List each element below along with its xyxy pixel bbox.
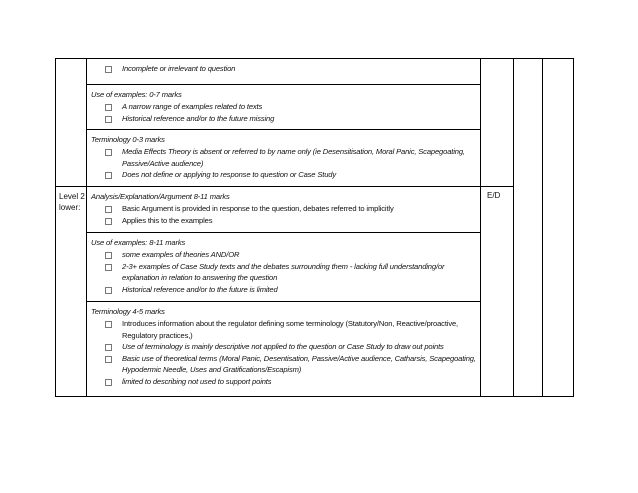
list-item: Historical reference and/or to the future missing [91,113,476,125]
bullet-box-icon [105,287,112,294]
bullet-box-icon [105,379,112,386]
bullet-box-icon [105,104,112,111]
criteria-section [87,59,480,85]
list-item: A narrow range of examples related to texts [91,101,476,113]
list-item: Incomplete or irrelevant to question [91,63,476,75]
list-item: Does not define or applying to response to question or Case Study [91,169,476,181]
list-item: limited to describing not used to support points [91,376,476,388]
section-heading: Use of examples: 0-7 marks [91,90,182,99]
list-item: Introduces information about the regulator defining some terminology (Statutory/Non, Reactive/proactive, Regulatory practices,) [91,318,476,341]
bullet-box-icon [105,172,112,179]
bullet-box-icon [105,252,112,259]
criteria-section [87,302,480,396]
bullet-box-icon [105,218,112,225]
criteria-cell [87,187,481,397]
list-item: Basic use of theoretical terms (Moral Panic, Desentisation, Passive/Active audience, Catharsis, Scapegoating, Hypodermic Needle, Uses and Gratifications/Escapism) [91,353,476,376]
list-item: some examples of theories AND/OR [91,249,476,261]
blank-cell [543,59,574,397]
level-label: Level 2 lower: [56,187,87,397]
list-item: Use of terminology is mainly descriptive not applied to the question or Case Study to draw out points [91,341,476,353]
bullet-box-icon [105,116,112,123]
grade-label: E/D [481,187,514,397]
blank-cell [514,59,543,397]
list-item: Applies this to the examples [91,215,476,227]
bullet-box-icon [105,264,112,271]
criteria-section [87,233,480,302]
table-row [56,187,574,397]
bullet-box-icon [105,344,112,351]
section-heading: Use of examples: 8-11 marks [91,238,186,247]
section-heading: Terminology 4-5 marks [91,307,165,316]
bullet-box-icon [105,321,112,328]
grade-cell [481,59,514,187]
table-row [56,59,574,187]
bullet-box-icon [105,66,112,73]
section-heading: Terminology 0-3 marks [91,135,165,144]
list-item: Media Effects Theory is absent or referred to by name only (ie Desensitisation, Moral Panic, Scapegoating, Passive/Active audience) [91,146,476,169]
criteria-cell [87,59,481,187]
list-item: Basic Argument is provided in response to the question, debates referred to implicitly [91,203,476,215]
list-item: Historical reference and/or to the future is limited [91,284,476,296]
level-cell [56,59,87,187]
bullet-box-icon [105,356,112,363]
bullet-box-icon [105,149,112,156]
bullet-box-icon [105,206,112,213]
criteria-section [87,85,480,130]
list-item: 2-3+ examples of Case Study texts and the debates surrounding them - lacking full understanding/or explanation in relation to answering the question [91,261,476,284]
criteria-section [87,187,480,233]
criteria-section [87,130,480,186]
section-heading: Analysis/Explanation/Argument 8-11 marks [91,192,230,201]
mark-scheme-table [55,58,574,397]
